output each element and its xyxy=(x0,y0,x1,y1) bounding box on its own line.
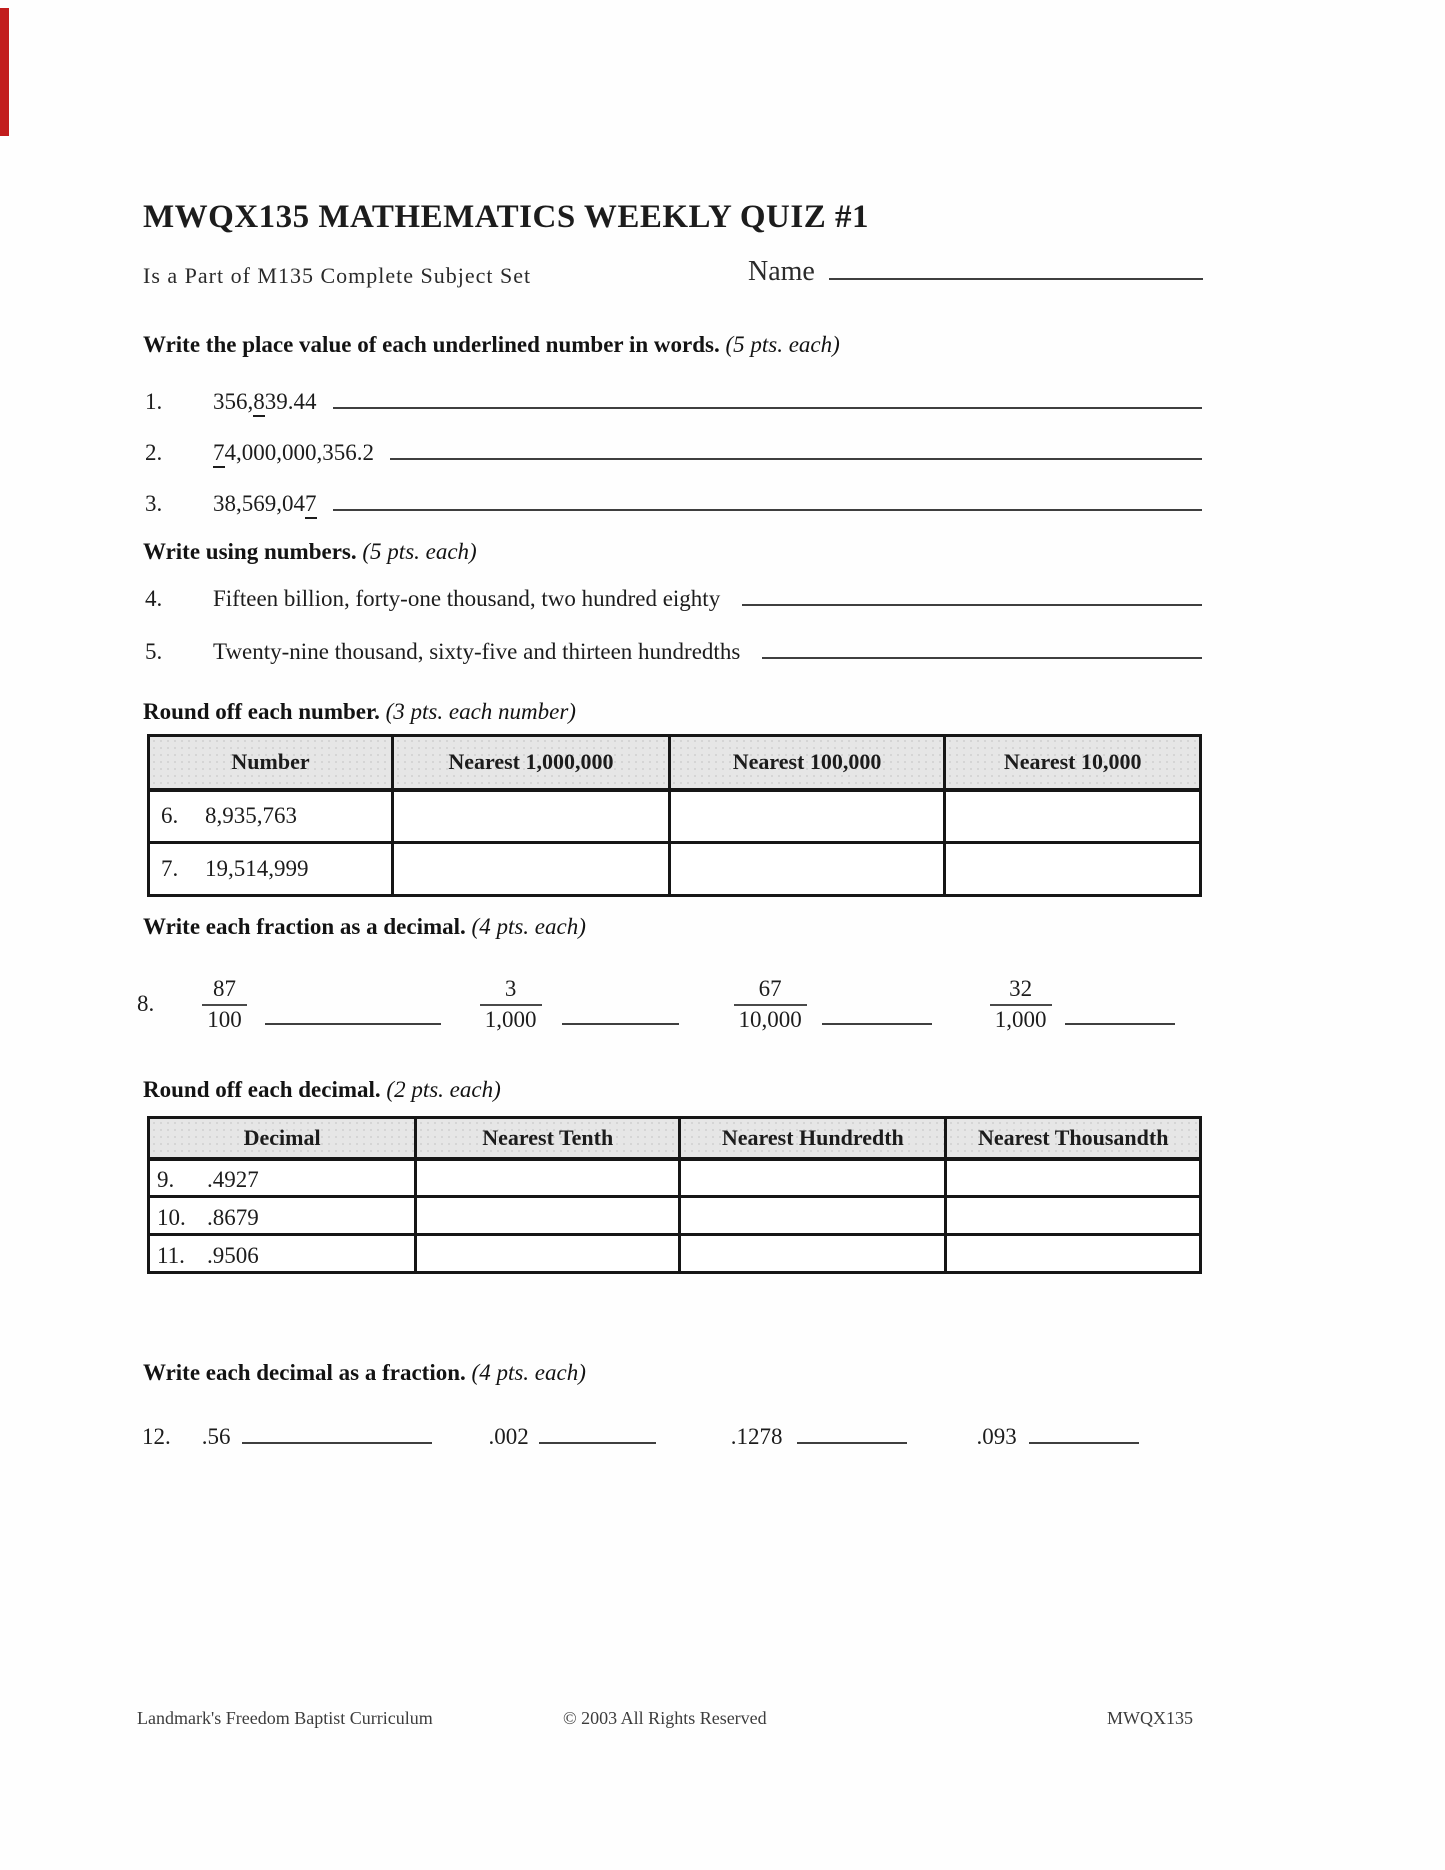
answer-cell xyxy=(393,843,670,896)
underlined-digit: 7 xyxy=(305,491,317,519)
name-label: Name xyxy=(748,256,815,287)
item-number: 2. xyxy=(145,440,163,465)
answer-cell xyxy=(946,1197,1201,1235)
item-row-12 xyxy=(142,1424,1207,1450)
answer-blank xyxy=(333,505,1203,511)
answer-blank xyxy=(562,1023,679,1025)
value-post: 4,000,000,356.2 xyxy=(224,440,374,465)
table-header-row xyxy=(149,1118,1201,1159)
answer-blank xyxy=(265,1023,441,1025)
fraction-numerator: 67 xyxy=(758,975,782,1001)
answer-cell xyxy=(416,1197,680,1235)
heading-text: Write each fraction as a decimal. xyxy=(143,914,466,939)
table-header-cell: Nearest 100,000 xyxy=(669,736,945,790)
value-pre: 38,569,04 xyxy=(213,491,305,516)
answer-cell xyxy=(680,1197,946,1235)
answer-cell xyxy=(680,1159,946,1197)
answer-cell xyxy=(416,1159,680,1197)
answer-blank xyxy=(762,653,1202,659)
scan-artifact-red-strip xyxy=(0,8,9,136)
section-heading-place-value xyxy=(143,332,840,358)
heading-points: (4 pts. each) xyxy=(471,914,586,939)
number-cell xyxy=(149,1159,416,1197)
section-heading-write-numbers xyxy=(143,539,477,565)
section-heading-round-decimals xyxy=(143,1077,501,1103)
row-number: 10. xyxy=(157,1205,186,1230)
item-text: Fifteen billion, forty-one thousand, two hundred eighty xyxy=(213,586,721,611)
answer-blank xyxy=(742,600,1202,606)
fraction-denominator: 1,000 xyxy=(990,1004,1052,1033)
heading-text: Write using numbers. xyxy=(143,539,357,564)
item-number: 12. xyxy=(142,1424,171,1449)
row-number: 6. xyxy=(161,803,179,829)
table-row xyxy=(149,1197,1201,1235)
page-title: MWQX135 MATHEMATICS WEEKLY QUIZ #1 xyxy=(143,199,869,235)
row-value: .9506 xyxy=(207,1243,259,1268)
decimal-value: .1278 xyxy=(730,1424,783,1449)
table-header-row xyxy=(149,736,1201,790)
number-cell xyxy=(149,843,393,896)
item-row-2 xyxy=(145,440,1202,466)
answer-blank xyxy=(1065,1023,1175,1025)
name-row xyxy=(748,256,1203,288)
row-value: .4927 xyxy=(207,1167,259,1192)
round-numbers-table xyxy=(147,734,1202,897)
table-header-cell: Nearest 1,000,000 xyxy=(393,736,670,790)
table-header-cell: Number xyxy=(149,736,393,790)
fraction xyxy=(990,976,1052,1033)
answer-cell xyxy=(945,790,1201,843)
subtitle: Is a Part of M135 Complete Subject Set xyxy=(143,263,532,288)
heading-points: (5 pts. each) xyxy=(362,539,477,564)
answer-blank xyxy=(822,1023,932,1025)
item-number: 1. xyxy=(145,389,163,414)
item-row-4 xyxy=(145,586,1202,612)
answer-blank xyxy=(1029,1438,1139,1444)
decimal-value: .002 xyxy=(488,1424,529,1449)
table-header-cell: Nearest Tenth xyxy=(416,1118,680,1159)
section-heading-round-numbers xyxy=(143,699,576,725)
heading-points: (3 pts. each number) xyxy=(385,699,576,724)
answer-blank xyxy=(333,403,1203,409)
table-header-cell: Nearest 10,000 xyxy=(945,736,1201,790)
item-number: 8. xyxy=(137,991,155,1016)
answer-blank xyxy=(242,1438,432,1444)
underlined-digit: 7 xyxy=(213,440,225,468)
fraction-denominator: 1,000 xyxy=(480,1004,542,1033)
answer-cell xyxy=(393,790,670,843)
table-header-cell: Decimal xyxy=(149,1118,416,1159)
row-value: 8,935,763 xyxy=(205,803,297,829)
table-row xyxy=(149,843,1201,896)
table-header-cell: Nearest Hundredth xyxy=(680,1118,946,1159)
round-decimals-table xyxy=(147,1116,1202,1274)
answer-cell xyxy=(946,1159,1201,1197)
answer-cell xyxy=(680,1235,946,1273)
table-header-cell: Nearest Thousandth xyxy=(946,1118,1201,1159)
answer-blank xyxy=(390,454,1202,460)
heading-text: Round off each decimal. xyxy=(143,1077,381,1102)
item-value xyxy=(213,440,374,466)
item-number: 3. xyxy=(145,491,163,516)
heading-text: Write the place value of each underlined number in words. xyxy=(143,332,720,357)
item-row-8 xyxy=(137,968,1202,1040)
section-heading-decimal-to-fraction xyxy=(143,1360,586,1386)
answer-cell xyxy=(416,1235,680,1273)
name-blank-line xyxy=(829,274,1203,280)
number-cell xyxy=(149,1197,416,1235)
item-row-1 xyxy=(145,389,1202,415)
fraction xyxy=(734,976,807,1033)
heading-points: (4 pts. each) xyxy=(471,1360,586,1385)
answer-cell xyxy=(669,790,945,843)
answer-cell xyxy=(946,1235,1201,1273)
answer-blank xyxy=(797,1438,907,1444)
row-value: 19,514,999 xyxy=(205,856,309,881)
table-row xyxy=(149,790,1201,843)
footer-right: MWQX135 xyxy=(1107,1708,1193,1728)
item-number: 4. xyxy=(145,586,163,611)
table-row xyxy=(149,1235,1201,1273)
decimal-value: .093 xyxy=(976,1424,1017,1449)
row-value: .8679 xyxy=(207,1205,259,1230)
underlined-digit: 8 xyxy=(253,389,265,417)
heading-points: (5 pts. each) xyxy=(725,332,840,357)
table-row xyxy=(149,1159,1201,1197)
item-row-5 xyxy=(145,639,1202,665)
number-cell xyxy=(149,790,393,843)
value-post: 39.44 xyxy=(264,389,317,414)
item-row-3 xyxy=(145,491,1202,517)
fraction-denominator: 100 xyxy=(202,1004,247,1033)
answer-blank xyxy=(539,1438,656,1444)
row-number: 9. xyxy=(157,1167,175,1192)
fraction xyxy=(480,976,542,1033)
footer-left: Landmark's Freedom Baptist Curriculum xyxy=(137,1708,433,1728)
item-value xyxy=(213,491,317,517)
heading-points: (2 pts. each) xyxy=(386,1077,501,1102)
fraction-numerator: 32 xyxy=(1009,975,1033,1001)
item-value xyxy=(213,389,317,415)
heading-text: Round off each number. xyxy=(143,699,380,724)
fraction-denominator: 10,000 xyxy=(734,1004,807,1033)
heading-text: Write each decimal as a fraction. xyxy=(143,1360,466,1385)
fraction-numerator: 3 xyxy=(504,975,517,1001)
decimal-value: .56 xyxy=(201,1424,231,1449)
footer-center: © 2003 All Rights Reserved xyxy=(563,1708,767,1728)
answer-cell xyxy=(945,843,1201,896)
value-pre: 356, xyxy=(213,389,254,414)
fraction-numerator: 87 xyxy=(213,975,236,1001)
item-text: Twenty-nine thousand, sixty-five and thirteen hundredths xyxy=(213,639,741,664)
item-number: 5. xyxy=(145,639,163,664)
fraction xyxy=(202,976,247,1033)
answer-cell xyxy=(669,843,945,896)
row-number: 11. xyxy=(157,1243,185,1268)
section-heading-fraction-to-decimal xyxy=(143,914,586,940)
row-number: 7. xyxy=(161,856,179,881)
number-cell xyxy=(149,1235,416,1273)
